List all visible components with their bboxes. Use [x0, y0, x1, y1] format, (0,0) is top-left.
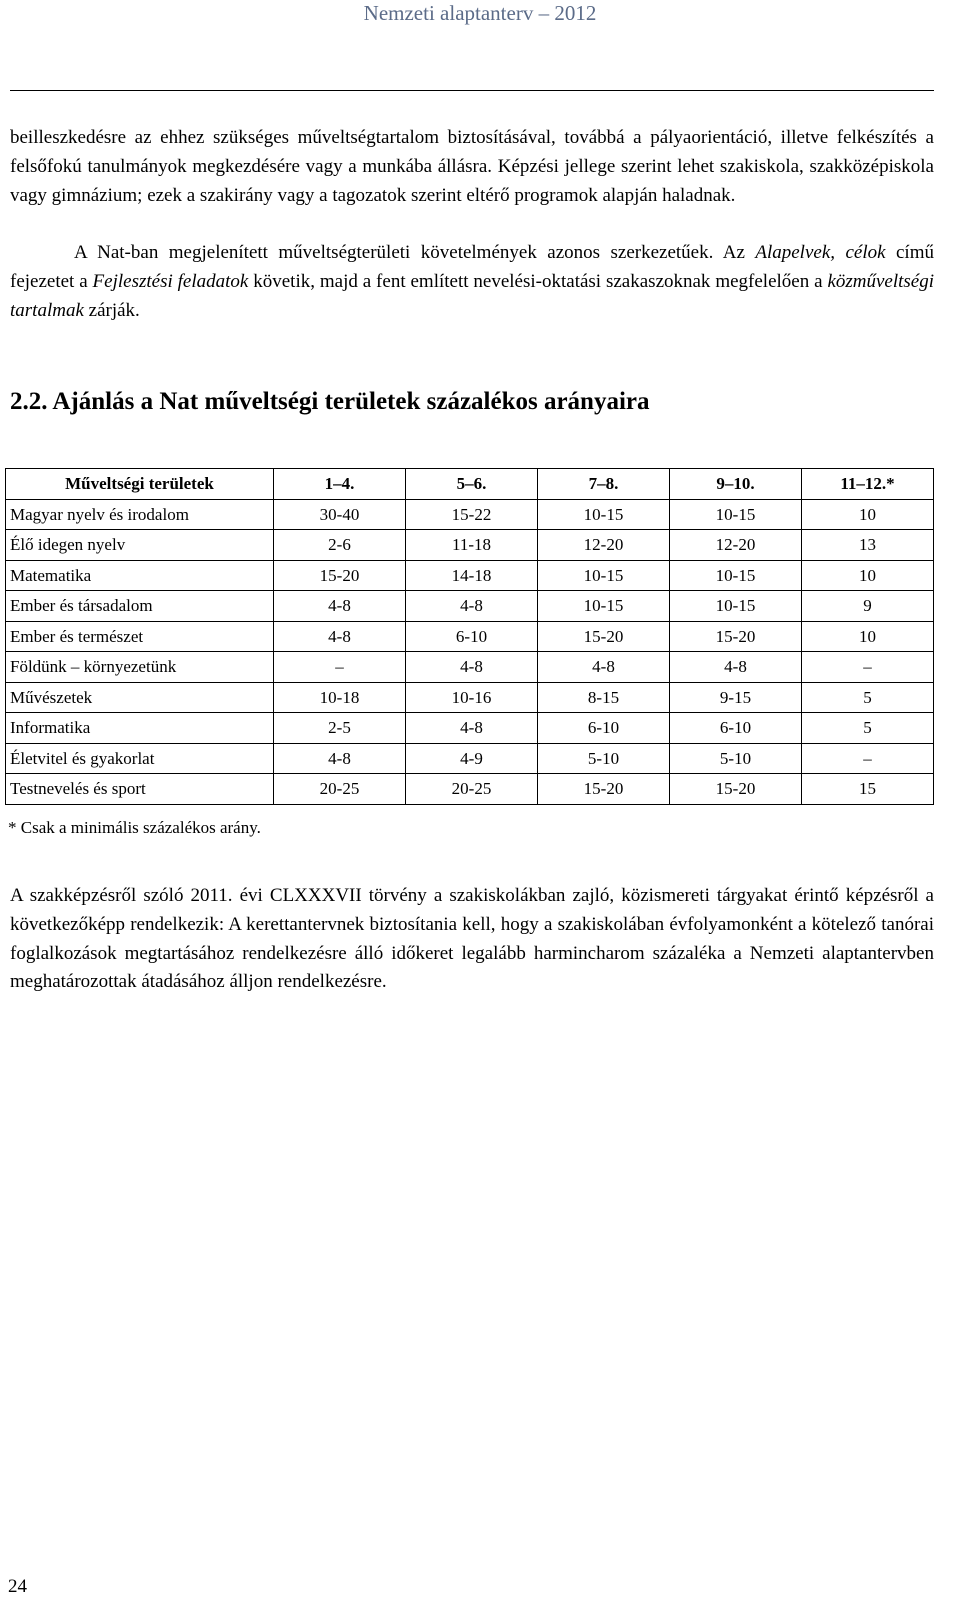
table-cell: 13	[802, 530, 934, 561]
table-cell: 4-8	[406, 713, 538, 744]
table-cell: 5	[802, 713, 934, 744]
paragraph-2-italic-2: Fejlesztési feladatok	[92, 270, 249, 292]
table-cell: 10-15	[670, 591, 802, 622]
table-row	[6, 499, 934, 530]
table-cell: 12-20	[538, 530, 670, 561]
table-cell: 2-6	[274, 530, 406, 561]
table-cell: 10-15	[538, 560, 670, 591]
table-cell: 15-20	[670, 774, 802, 805]
table-cell: 4-8	[406, 591, 538, 622]
table-row	[6, 530, 934, 561]
table-row	[6, 560, 934, 591]
table-cell-area: Testnevelés és sport	[6, 774, 274, 805]
percentage-table	[5, 468, 934, 805]
table-cell: 10-15	[670, 560, 802, 591]
page-number: 24	[8, 1576, 27, 1597]
table-cell-area: Művészetek	[6, 682, 274, 713]
table-footnote: * Csak a minimális százalékos arány.	[8, 818, 261, 837]
table-header-row	[6, 469, 934, 500]
table-cell: 4-8	[538, 652, 670, 683]
table-cell: 5-10	[538, 743, 670, 774]
table-cell: 10	[802, 621, 934, 652]
table-cell: 4-8	[670, 652, 802, 683]
table-cell: 20-25	[274, 774, 406, 805]
table-cell: 10-16	[406, 682, 538, 713]
table-cell: 5	[802, 682, 934, 713]
table-cell: 15-20	[274, 560, 406, 591]
header-area: Műveltségi területek	[6, 469, 274, 500]
table-cell: 10-15	[538, 499, 670, 530]
table-cell-area: Matematika	[6, 560, 274, 591]
table-cell: 4-8	[406, 652, 538, 683]
paragraph-2-run-1: A Nat-ban megjelenített műveltségterületi követelmények azonos szerkezetűek. Az	[74, 242, 756, 263]
table-row	[6, 713, 934, 744]
header-grade-9-10: 9–10.	[670, 469, 802, 500]
table-cell: 15	[802, 774, 934, 805]
header-grade-5-6: 5–6.	[406, 469, 538, 500]
table-cell-area: Életvitel és gyakorlat	[6, 743, 274, 774]
table-row	[6, 621, 934, 652]
table-cell: 4-9	[406, 743, 538, 774]
table-cell-area: Informatika	[6, 713, 274, 744]
table-cell: 15-20	[670, 621, 802, 652]
table-cell: 15-20	[538, 621, 670, 652]
table-cell: 10	[802, 499, 934, 530]
table-cell: 15-20	[538, 774, 670, 805]
table-cell: 6-10	[406, 621, 538, 652]
header-grade-11-12: 11–12.*	[802, 469, 934, 500]
table-cell: 12-20	[670, 530, 802, 561]
table-cell-area: Ember és természet	[6, 621, 274, 652]
table-cell: 11-18	[406, 530, 538, 561]
paragraph-1: beilleszkedésre az ehhez szükséges műveltségtartalom biztosításával, továbbá a pályaorientáció, illetve felkészítés a felsőfokú tanulmányok megkezdésére vagy a munkába állásra. Képzési jellege szerint lehet szakiskola, szakközépiskola vagy gimnázium; ezek a szakirány vagy a tagozatok szerint eltérő programok alapján haladnak.	[10, 127, 934, 206]
table-cell: 6-10	[538, 713, 670, 744]
table-cell-area: Földünk – környezetünk	[6, 652, 274, 683]
table-cell: 6-10	[670, 713, 802, 744]
table-cell: 20-25	[406, 774, 538, 805]
table-cell-area: Magyar nyelv és irodalom	[6, 499, 274, 530]
paragraph-2-run-7: zárják.	[83, 299, 140, 321]
table-cell: 10	[802, 560, 934, 591]
table-row	[6, 774, 934, 805]
table-cell: 10-15	[670, 499, 802, 530]
table-row	[6, 682, 934, 713]
paragraph-2-run-3: című fejezetet a	[10, 242, 934, 292]
table-cell: 4-8	[274, 621, 406, 652]
table-cell: 30-40	[274, 499, 406, 530]
table-cell: 9-15	[670, 682, 802, 713]
table-row	[6, 652, 934, 683]
table-cell: 14-18	[406, 560, 538, 591]
table-cell: –	[802, 743, 934, 774]
table-cell: 8-15	[538, 682, 670, 713]
table-cell: 15-22	[406, 499, 538, 530]
paragraph-2-italic-3: közműveltségi tartalmak	[10, 270, 935, 321]
table-cell: 10-18	[274, 682, 406, 713]
paragraph-3: A szakképzésről szóló 2011. évi CLXXXVII törvény a szakiskolákban zajló, közismereti tárgyakat érintő képzésről a következőképp rendelkezik: A kerettantervnek biztosítania kell, hogy a szakiskolában évfolyamonként a kötelező tanórai foglalkozások megtartásához rendelkezésre álló időkeret legalább harmincharom százaléka a Nemzeti alaptantervben meghatározottak átadásához álljon rendelkezésre.	[10, 885, 934, 993]
header-grade-1-4: 1–4.	[274, 469, 406, 500]
table-row	[6, 743, 934, 774]
table-cell-area: Ember és társadalom	[6, 591, 274, 622]
table-cell-area: Élő idegen nyelv	[6, 530, 274, 561]
paragraph-2-run-5: követik, majd a fent említett nevelési-oktatási szakaszoknak megfelelően a	[248, 270, 828, 292]
table-cell: 5-10	[670, 743, 802, 774]
table-cell: 9	[802, 591, 934, 622]
table-cell: –	[802, 652, 934, 683]
table-cell: 4-8	[274, 591, 406, 622]
table-cell: 10-15	[538, 591, 670, 622]
paragraph-2-italic-1: Alapelvek, célok	[755, 242, 886, 263]
table-cell: 4-8	[274, 743, 406, 774]
paragraph-2	[10, 239, 934, 325]
table-cell: –	[274, 652, 406, 683]
header-grade-7-8: 7–8.	[538, 469, 670, 500]
page-header: Nemzeti alaptanterv – 2012	[363, 1, 597, 25]
section-title: 2.2. Ajánlás a Nat műveltségi területek százalékos arányaira	[10, 388, 650, 415]
table-cell: 2-5	[274, 713, 406, 744]
header-rule	[10, 90, 934, 91]
table-row	[6, 591, 934, 622]
